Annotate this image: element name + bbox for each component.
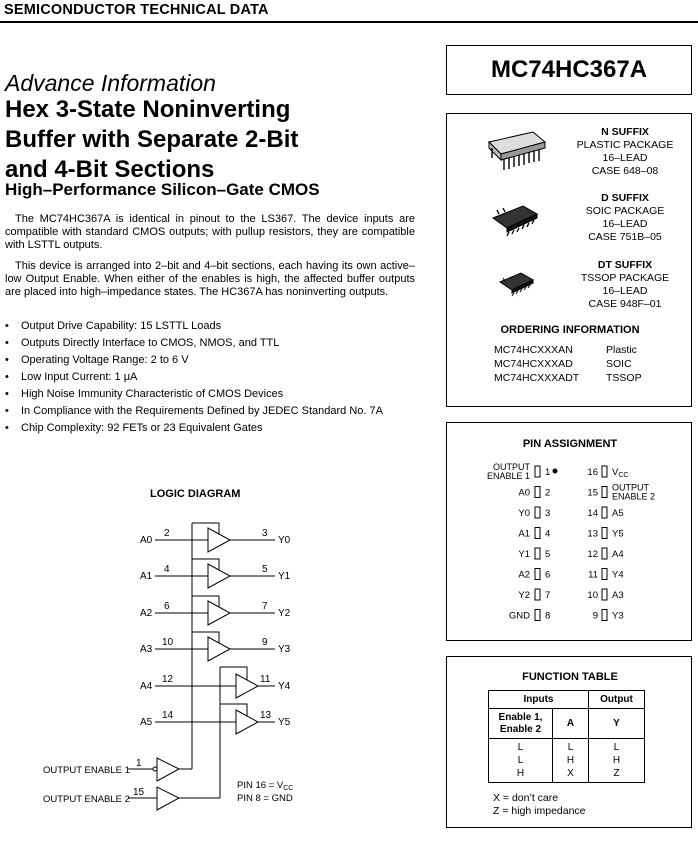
logic-diagram-title: LOGIC DIAGRAM [150,488,241,500]
pin-lead-right [602,610,607,621]
input-label: A3 [140,644,153,655]
pin-number: 11 [588,569,598,581]
pin-lead-right [602,589,607,600]
output-pin-number: 5 [262,564,268,575]
feature-item: • High Noise Immunity Characteristic of CMOS Devices [5,388,415,401]
feature-list [5,320,415,439]
package-dt-info [565,259,685,311]
table-cell-value: L [567,742,574,753]
output-label: Y3 [278,644,291,655]
pin-number: 16 [587,467,598,478]
table-cell-value: L [517,755,524,766]
input-label: A2 [140,608,153,619]
ordering-part: MC74HCXXXAN [494,344,573,356]
pin-lead-right [602,548,607,559]
ordering-part: MC74HCXXXADT [494,372,580,384]
feature-item: • Low Input Current: 1 μA [5,371,415,384]
input-pin-number: 10 [162,637,174,648]
pin-lead-left [535,507,540,518]
ordering-row [494,358,632,370]
paragraph [5,213,415,252]
power-note-sub: CC [283,785,294,792]
title-line: and 4-Bit Sections [5,156,215,183]
pin-label: A3 [612,590,624,601]
feature-item: • In Compliance with the Requirements Defined by JEDEC Standard No. 7A [5,405,415,418]
pin-label: A0 [518,487,530,499]
pin-lead-left [535,466,540,477]
pin-label: A1 [518,528,530,540]
pin-label: OUTPUT [612,482,649,493]
package-suffix: D SUFFIX [601,192,649,204]
enable-column-header [489,709,553,739]
pin-assignment-box [446,422,692,641]
ordering-package: TSSOP [606,372,642,384]
output-header: Output [589,691,645,709]
enable-pin-number: 1 [136,758,142,769]
enable-pin-number: 15 [133,787,145,798]
pin-label: A2 [518,569,530,581]
power-note: PIN 8 = GND [237,793,293,804]
function-table-title: FUNCTION TABLE [522,671,618,683]
package-case: CASE 751B–05 [588,231,662,243]
paragraph-text: The MC74HC367A is identical in pinout to the LS367. The device inputs are compatible with standard CMOS outputs; with pullup resistors, they are compatible with LSTTL outputs. [5,213,415,251]
input-label: A0 [140,535,153,546]
ordering-package: Plastic [606,344,637,356]
feature-item: • Chip Complexity: 92 FETs or 23 Equivalent Gates [5,422,415,435]
pin-lead-right [602,528,607,539]
package-case: CASE 648–08 [591,165,659,177]
pin-number: 13 [587,528,598,540]
pin-number: 14 [587,508,598,519]
enable-header-line: Enable 2 [499,723,542,735]
package-leads: 16–LEAD [602,152,648,164]
table-cell-value: X [567,768,574,779]
pin-number: 12 [587,549,598,560]
table-cell-value: H [612,755,621,766]
pin-number: 4 [545,528,551,540]
pin-lead-left [535,548,540,559]
pin-number: 2 [545,487,551,499]
pin-lead-left [535,610,540,621]
pin-number: 7 [545,590,551,601]
pin-number: 3 [545,508,551,519]
y-cell [589,739,645,783]
title-line: Hex 3-State Noninverting [5,96,291,123]
output-label: Y5 [278,717,291,728]
dip-package-icon [483,128,551,176]
package-type: PLASTIC PACKAGE [576,139,674,151]
package-n-info [565,126,685,178]
feature-item: • Output Drive Capability: 15 LSTTL Loads [5,320,415,333]
output-pin-number: 9 [262,637,268,648]
output-label: Y0 [278,535,291,546]
output-pin-number: 11 [260,674,271,685]
pin-lead-left [535,589,540,600]
pin-label: GND [508,610,530,622]
package-leads: 16–LEAD [602,285,648,297]
pin-label: ENABLE 2 [612,491,656,502]
pin-label-sub: CC [618,472,629,479]
pin-number: 10 [587,590,598,601]
enable-buffer-symbol [157,787,179,810]
pin-number: 15 [587,487,598,499]
pin-label: Y1 [518,549,530,560]
output-label: Y2 [278,608,291,619]
tssop-package-icon [497,270,537,298]
enable-cell [489,739,553,783]
input-label: A4 [140,681,153,692]
title-line: Buffer with Separate 2-Bit [5,126,299,153]
pin-number: 1 [545,467,551,478]
table-cell-value: H [566,755,575,766]
enable-label: OUTPUT ENABLE 2 [43,794,130,805]
output-pin-number: 3 [262,528,268,539]
part-number: MC74HC367A [490,56,648,83]
output-label: Y1 [278,571,291,582]
pin-assignment-title: PIN ASSIGNMENT [522,438,618,450]
ordering-row [494,344,637,356]
input-pin-number: 12 [162,674,174,685]
function-note: Z = high impedance [493,805,586,817]
pin-label-main: V [612,467,619,478]
output-pin-number: 7 [262,601,268,612]
document-title [5,95,298,185]
pin-diagram [447,459,693,629]
ordering-package: SOIC [606,358,632,370]
document-subtitle: High–Performance Silicon–Gate CMOS [5,180,320,199]
input-pin-number: 2 [164,528,170,539]
pin-label: Y3 [612,610,624,622]
pin-label: A5 [612,508,624,519]
input-label: A1 [140,571,153,582]
pin-label: Y4 [612,569,624,581]
package-case: CASE 948F–01 [588,298,662,310]
soic-package-icon [489,202,541,238]
feature-item: • Outputs Directly Interface to CMOS, NMOS, and TTL [5,337,415,350]
a-column-header: A [553,709,589,739]
package-suffix: N SUFFIX [601,126,649,138]
power-note [237,780,293,792]
pin-number: 5 [545,549,551,560]
pin-label [612,467,628,479]
output-pin-number: 13 [260,710,272,721]
package-d-info [565,192,685,244]
package-box [446,113,692,407]
ordering-row [494,372,642,384]
page-header: SEMICONDUCTOR TECHNICAL DATA [4,2,269,18]
pin-lead-right [602,569,607,580]
input-pin-number: 14 [162,710,174,721]
ordering-title: ORDERING INFORMATION [500,324,640,336]
pin-number: 6 [545,569,551,581]
part-number-box [446,45,692,95]
function-table [488,690,645,783]
enable-buffer-symbol [157,758,179,781]
paragraph [5,260,415,299]
output-label: Y4 [278,681,291,692]
pin-label: ENABLE 1 [486,471,530,481]
enable-label: OUTPUT ENABLE 1 [43,765,130,776]
table-cell-value: L [613,742,620,753]
pin-label: Y0 [518,508,530,519]
function-note: X = don’t care [493,792,559,804]
pin-lead-left [535,569,540,580]
pin-label: Y5 [612,528,624,540]
logic-diagram [0,505,430,815]
pin-number: 9 [592,610,598,622]
pin-lead-right [602,466,607,477]
pin-number: 8 [545,610,551,622]
y-column-header: Y [589,709,645,739]
header-rule [0,21,698,23]
ordering-part: MC74HCXXXAD [494,358,573,370]
pin-lead-right [602,507,607,518]
advance-information: Advance Information [5,70,216,96]
table-cell-value: H [516,768,525,779]
pin-label: A4 [612,549,624,560]
pin-lead-left [535,528,540,539]
package-type: SOIC PACKAGE [585,205,665,217]
input-label: A5 [140,717,153,728]
input-pin-number: 6 [164,601,170,612]
package-type: TSSOP PACKAGE [580,272,670,284]
pin1-marker [553,469,558,474]
package-leads: 16–LEAD [602,218,648,230]
a-cell [553,739,589,783]
table-cell-value: Z [613,768,620,779]
feature-item: • Operating Voltage Range: 2 to 6 V [5,354,415,367]
pin-lead-right [602,487,607,498]
function-table-box [446,656,692,828]
package-suffix: DT SUFFIX [597,259,653,271]
paragraph-text: This device is arranged into 2–bit and 4–bit sections, each having its own active–low Output Enable. When either of the enables is high, the affected buffer outputs are placed into high–impedance states. The HC367A has noninverting outputs. [5,260,415,298]
enable-header-line: Enable 1, [498,711,543,723]
table-cell-value: L [517,742,524,753]
power-note-text: PIN 16 = V [237,780,284,791]
pin-label: Y2 [518,590,530,601]
input-pin-number: 4 [164,564,170,575]
inputs-header: Inputs [489,691,589,709]
pin-lead-left [535,487,540,498]
pin-label: OUTPUT [493,462,530,472]
